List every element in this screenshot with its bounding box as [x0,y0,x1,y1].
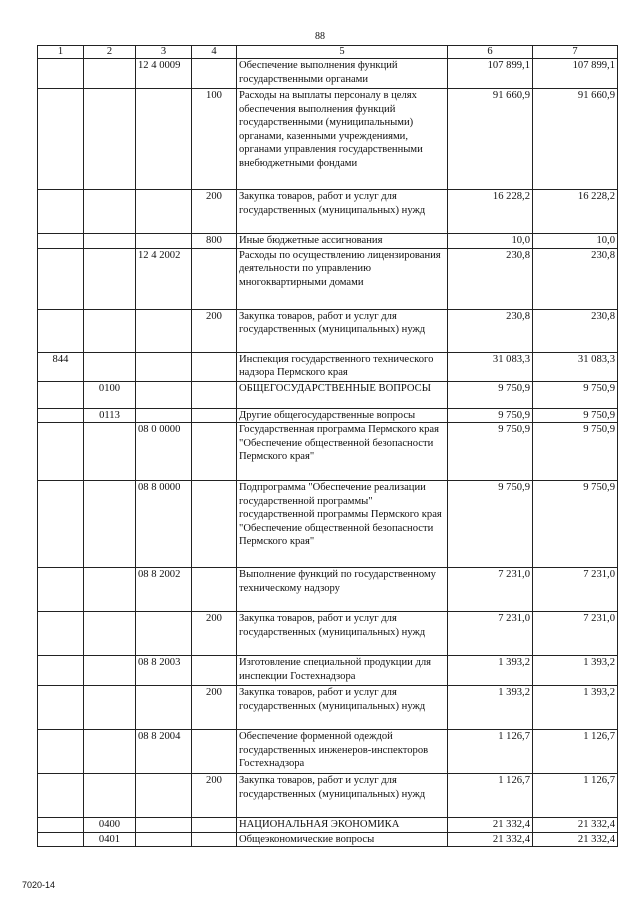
expense-type-cell [192,423,237,481]
expense-type-cell [192,656,237,686]
agency-code-cell [38,656,84,686]
agency-code-cell [38,423,84,481]
amount-cell: 9 750,9 [448,381,533,408]
agency-code-cell [38,59,84,89]
agency-code-cell [38,89,84,190]
table-row [38,248,618,309]
section-code-cell: 0113 [84,408,136,423]
description-cell: НАЦИОНАЛЬНАЯ ЭКОНОМИКА [237,818,448,833]
amount-cell: 1 126,7 [448,774,533,818]
amount-cell: 21 332,4 [533,818,618,833]
table-header-row [38,46,618,59]
amount-cell: 9 750,9 [533,481,618,568]
amount-cell: 1 126,7 [448,730,533,774]
section-code-cell: 0400 [84,818,136,833]
target-article-cell: 12 4 0009 [136,59,192,89]
target-article-cell: 12 4 2002 [136,248,192,309]
table-row [38,89,618,190]
amount-cell: 21 332,4 [448,818,533,833]
amount-cell: 7 231,0 [533,568,618,612]
amount-cell: 230,8 [533,309,618,352]
section-code-cell: 0100 [84,381,136,408]
footer-code: 7020-14 [22,880,56,890]
section-code-cell [84,89,136,190]
target-article-cell [136,381,192,408]
description-cell: Изготовление специальной продукции для инспекции Гостехнадзора [237,656,448,686]
target-article-cell: 08 8 2002 [136,568,192,612]
amount-cell: 16 228,2 [533,190,618,234]
section-code-cell [84,423,136,481]
description-cell: Обеспечение форменной одеждой государственных инженеров-инспекторов Гостехнадзора [237,730,448,774]
description-cell: Выполнение функций по государственному техническому надзору [237,568,448,612]
description-cell: Расходы на выплаты персоналу в целях обеспечения выполнения функций государственными (муниципальными) органами, казенными учреждениями, органами управления государственными внебюджетными фондами [237,89,448,190]
amount-cell: 1 393,2 [533,656,618,686]
section-code-cell [84,190,136,234]
agency-code-cell [38,818,84,833]
expense-type-cell [192,381,237,408]
budget-table [37,45,618,847]
expense-type-cell [192,568,237,612]
agency-code-cell [38,774,84,818]
amount-cell: 9 750,9 [448,481,533,568]
agency-code-cell [38,309,84,352]
amount-cell: 91 660,9 [533,89,618,190]
page-number: 88 [315,31,325,42]
section-code-cell [84,686,136,730]
amount-cell: 9 750,9 [533,423,618,481]
section-code-cell [84,309,136,352]
target-article-cell [136,818,192,833]
expense-type-cell: 200 [192,612,237,656]
agency-code-cell [38,568,84,612]
amount-cell: 9 750,9 [533,408,618,423]
target-article-cell: 08 8 2003 [136,656,192,686]
table-row [38,59,618,89]
description-cell: ОБЩЕГОСУДАРСТВЕННЫЕ ВОПРОСЫ [237,381,448,408]
amount-cell: 230,8 [533,248,618,309]
expense-type-cell: 200 [192,190,237,234]
column-header: 1 [38,46,84,59]
column-header: 5 [237,46,448,59]
expense-type-cell: 200 [192,774,237,818]
target-article-cell [136,352,192,381]
description-cell: Закупка товаров, работ и услуг для государственных (муниципальных) нужд [237,309,448,352]
expense-type-cell [192,818,237,833]
amount-cell: 21 332,4 [448,832,533,847]
agency-code-cell [38,234,84,249]
amount-cell: 1 393,2 [448,656,533,686]
table-row [38,309,618,352]
expense-type-cell [192,832,237,847]
section-code-cell [84,59,136,89]
amount-cell: 1 126,7 [533,730,618,774]
agency-code-cell [38,381,84,408]
description-cell: Закупка товаров, работ и услуг для государственных (муниципальных) нужд [237,190,448,234]
expense-type-cell: 800 [192,234,237,249]
amount-cell: 7 231,0 [533,612,618,656]
target-article-cell [136,774,192,818]
table-row [38,686,618,730]
target-article-cell [136,190,192,234]
amount-cell: 21 332,4 [533,832,618,847]
section-code-cell [84,568,136,612]
agency-code-cell [38,612,84,656]
target-article-cell [136,612,192,656]
expense-type-cell [192,248,237,309]
agency-code-cell [38,248,84,309]
target-article-cell: 08 0 0000 [136,423,192,481]
amount-cell: 9 750,9 [448,423,533,481]
section-code-cell [84,352,136,381]
table-row [38,381,618,408]
amount-cell: 1 393,2 [448,686,533,730]
amount-cell: 1 126,7 [533,774,618,818]
description-cell: Общеэкономические вопросы [237,832,448,847]
section-code-cell [84,774,136,818]
section-code-cell [84,248,136,309]
section-code-cell [84,730,136,774]
target-article-cell [136,832,192,847]
table-row [38,190,618,234]
expense-type-cell [192,408,237,423]
column-header: 4 [192,46,237,59]
amount-cell: 9 750,9 [533,381,618,408]
column-header: 2 [84,46,136,59]
table-row [38,423,618,481]
description-cell: Государственная программа Пермского края "Обеспечение общественной безопасности Пермского края" [237,423,448,481]
table-row [38,234,618,249]
table-row [38,408,618,423]
expense-type-cell [192,352,237,381]
amount-cell: 7 231,0 [448,612,533,656]
expense-type-cell [192,481,237,568]
description-cell: Закупка товаров, работ и услуг для государственных (муниципальных) нужд [237,774,448,818]
amount-cell: 230,8 [448,309,533,352]
amount-cell: 91 660,9 [448,89,533,190]
description-cell: Другие общегосударственные вопросы [237,408,448,423]
target-article-cell: 08 8 2004 [136,730,192,774]
target-article-cell [136,309,192,352]
expense-type-cell: 100 [192,89,237,190]
target-article-cell [136,89,192,190]
section-code-cell [84,234,136,249]
expense-type-cell: 200 [192,686,237,730]
amount-cell: 10,0 [448,234,533,249]
expense-type-cell [192,730,237,774]
amount-cell: 9 750,9 [448,408,533,423]
amount-cell: 107 899,1 [533,59,618,89]
description-cell: Расходы по осуществлению лицензирования деятельности по управлению многоквартирными домами [237,248,448,309]
description-cell: Закупка товаров, работ и услуг для государственных (муниципальных) нужд [237,686,448,730]
agency-code-cell [38,408,84,423]
amount-cell: 31 083,3 [533,352,618,381]
description-cell: Иные бюджетные ассигнования [237,234,448,249]
amount-cell: 1 393,2 [533,686,618,730]
table-row [38,730,618,774]
expense-type-cell [192,59,237,89]
table-row [38,774,618,818]
description-cell: Инспекция государственного технического надзора Пермского края [237,352,448,381]
target-article-cell [136,686,192,730]
table-row [38,832,618,847]
section-code-cell: 0401 [84,832,136,847]
section-code-cell [84,656,136,686]
table-row [38,818,618,833]
table-row [38,481,618,568]
amount-cell: 31 083,3 [448,352,533,381]
description-cell: Обеспечение выполнения функций государственными органами [237,59,448,89]
amount-cell: 7 231,0 [448,568,533,612]
agency-code-cell: 844 [38,352,84,381]
amount-cell: 230,8 [448,248,533,309]
expense-type-cell: 200 [192,309,237,352]
column-header: 3 [136,46,192,59]
agency-code-cell [38,686,84,730]
amount-cell: 10,0 [533,234,618,249]
amount-cell: 107 899,1 [448,59,533,89]
target-article-cell [136,408,192,423]
description-cell: Закупка товаров, работ и услуг для государственных (муниципальных) нужд [237,612,448,656]
target-article-cell [136,234,192,249]
agency-code-cell [38,730,84,774]
agency-code-cell [38,481,84,568]
table-row [38,352,618,381]
column-header: 6 [448,46,533,59]
target-article-cell: 08 8 0000 [136,481,192,568]
agency-code-cell [38,832,84,847]
column-header: 7 [533,46,618,59]
description-cell: Подпрограмма "Обеспечение реализации государственной программы" государственной программы Пермского края "Обеспечение общественной безопасности Пермского края" [237,481,448,568]
section-code-cell [84,481,136,568]
agency-code-cell [38,190,84,234]
table-row [38,656,618,686]
table-row [38,568,618,612]
amount-cell: 16 228,2 [448,190,533,234]
table-row [38,612,618,656]
section-code-cell [84,612,136,656]
